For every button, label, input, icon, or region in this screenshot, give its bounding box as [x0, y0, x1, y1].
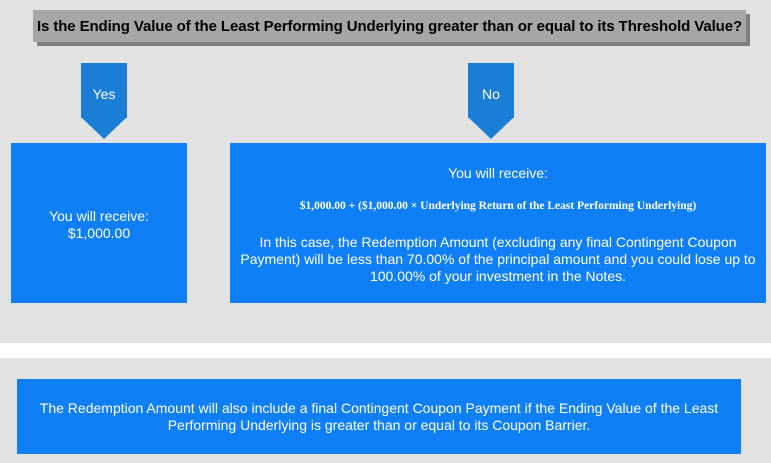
- question-box: [33, 10, 746, 42]
- question-text: Is the Ending Value of the Least Performing Underlying greater than or equal to its Threshold Value?: [36, 17, 743, 35]
- no-label: No: [482, 86, 500, 102]
- yes-label: Yes: [92, 86, 116, 102]
- footer-note-text: The Redemption Amount will also include a final Contingent Coupon Payment if the Ending Value of the Least Performing Underlying is greater than or equal to its Coupon Barrier.: [39, 399, 719, 433]
- yes-arrow: [81, 63, 127, 139]
- yes-outcome-box: [11, 143, 187, 303]
- yes-receive-text: You will receive:: [49, 208, 149, 224]
- no-formula: $1,000.00 + ($1,000.00 × Underlying Return of the Least Performing Underlying): [299, 200, 697, 212]
- no-outcome-box: [230, 143, 766, 303]
- yes-amount: $1,000.00: [67, 225, 131, 241]
- yes-arrow-head: [81, 117, 127, 139]
- no-arrow-head: [468, 117, 514, 139]
- no-receive-text: You will receive:: [448, 165, 548, 181]
- footer-note-box: [17, 379, 741, 454]
- no-arrow: [468, 63, 514, 139]
- no-loss-note: In this case, the Redemption Amount (excluding any final Contingent Coupon Payment) will be less than 70.00% of the principal amount and you could lose up to 100.00% of your investment in the Notes.: [240, 234, 756, 284]
